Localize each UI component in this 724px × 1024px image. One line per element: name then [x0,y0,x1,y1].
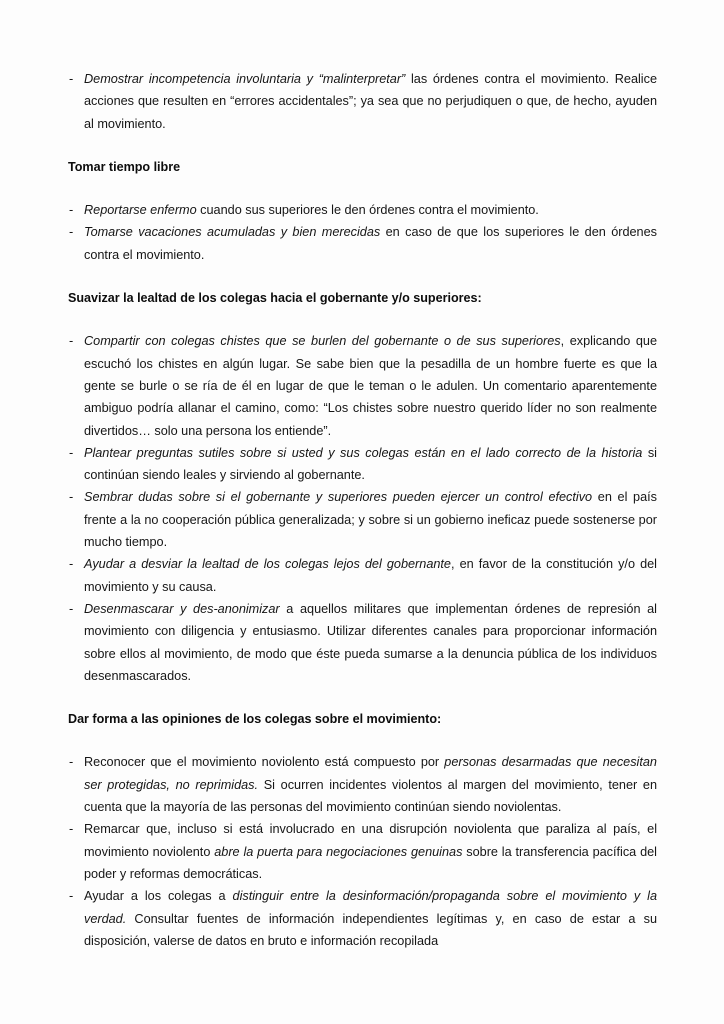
tomar-tiempo-libre-bullet-list [68,199,657,266]
bullet-dash-marker: - [69,490,74,505]
text-run: en el país frente a la no cooperación pública generalizada; y sobre si un gobierno ineficaz puede sostenerse por mucho tiempo. [84,490,657,550]
emphasis-run: Tomarse vacaciones acumuladas y bien merecidas [84,225,381,240]
bullet-dash-marker: - [69,601,74,616]
emphasis-run: Plantear preguntas sutiles sobre si usted y sus colegas están en el lado correcto de la historia [84,445,643,460]
bullet-dash-marker: - [69,72,74,86]
text-run: sobre la transferencia pacífica del poder y reformas democráticas. [84,844,657,881]
vertical-spacer [68,687,657,708]
text-run: a aquellos militares que implementan órdenes de represión al movimiento con diligencia y entusiasmo. Utilizar diferentes canales para proporcionar información sobre ellos al movimiento, de modo que éste pueda sumarse a la denuncia pública de los individuos desenmascarados. [84,601,657,683]
bullet-item [68,221,657,266]
emphasis-run: Compartir con colegas chistes que se burlen del gobernante o de sus superiores [84,334,561,349]
text-run: si continúan siendo leales y sirviendo al gobernante. [84,445,657,483]
bullet-dash-marker: - [69,755,74,770]
heading-suavizar-lealtad: Suavizar la lealtad de los colegas hacia el gobernante y/o superiores: [68,291,482,306]
bullet-text [84,553,657,598]
bullet-dash-marker: - [69,334,74,349]
bullet-dash-marker: - [69,225,74,240]
bullet-dash-marker: - [69,822,74,837]
vertical-spacer [68,309,657,330]
heading-dar-forma-opiniones: Dar forma a las opiniones de los colegas sobre el movimiento: [68,712,442,727]
text-run: Consultar fuentes de información independientes legítimas y, en caso de estar a su disposición, valerse de datos en bruto e información recopilada [84,911,657,948]
emphasis-run: Ayudar a desviar la lealtad de los colegas lejos del gobernante [84,557,451,572]
emphasis-run: Demostrar incompetencia involuntaria y “malinterpretar” [84,72,406,86]
text-run: Reconocer que el movimiento noviolento está compuesto por [84,755,445,770]
text-run: en caso de que los superiores le den órdenes contra el movimiento. [84,225,657,262]
vertical-spacer [68,135,657,156]
text-run: las órdenes contra el movimiento. Realice acciones que resulten en “errores accidentales”; ya sea que no perjudiquen o que, de hecho, ayuden al movimiento. [84,72,657,131]
vertical-spacer [68,178,657,199]
emphasis-run: personas desarmadas que necesitan ser protegidas, no reprimidas. [84,755,657,792]
bullet-text [84,598,657,687]
bullet-dash-marker: - [69,889,74,904]
heading-tomar-tiempo-libre: Tomar tiempo libre [68,159,181,174]
vertical-spacer [68,730,657,751]
bullet-item [68,553,657,598]
text-run: , en favor de la constitución y/o del movimiento y su causa. [84,557,657,594]
bullet-item [68,486,657,553]
bullet-text [84,486,657,553]
text-run: Si ocurren incidentes violentos al margen del movimiento, tener en cuenta que la mayoría de las personas del movimiento continúan siendo noviolentas. [84,777,657,815]
text-run: Ayudar a los colegas a [84,889,233,904]
text-run: , explicando que escuchó los chistes en algún lugar. Se sabe bien que la pesadilla de un hombre fuerte es que la gente se burle o se ría de él en lugar de que le teman o le adulen. Un comentario aparentemente ambiguo podría allanar el camino, como: “Los chistes sobre nuestro querido líder no son realmente divertidos… solo una persona los entiende”. [84,334,657,438]
emphasis-run: distinguir entre la desinformación/propaganda sobre el movimiento y la verdad. [84,889,657,926]
bullet-item [68,199,657,221]
bullet-dash-marker: - [69,557,74,572]
emphasis-run: Desenmascarar y des-anonimizar [84,601,280,616]
bullet-text [84,885,657,952]
bullet-dash-marker: - [69,203,74,218]
bullet-item [68,68,657,135]
bullet-dash-marker: - [69,445,74,460]
vertical-spacer [68,266,657,287]
bullet-item [68,598,657,687]
bullet-text [84,442,657,487]
document-text-column [68,68,657,973]
bullet-item [68,885,657,952]
bullet-item [68,330,657,441]
vertical-spacer [68,952,657,973]
bullet-text [84,199,657,221]
bullet-text [84,68,657,135]
emphasis-run: abre la puerta para negociaciones genuinas [214,844,463,859]
emphasis-run: Sembrar dudas sobre si el gobernante y superiores pueden ejercer un control efectivo [84,490,593,505]
text-run: cuando sus superiores le den órdenes contra el movimiento. [196,203,539,218]
intro-bullet-list [68,68,657,135]
bullet-item [68,818,657,885]
bullet-text [84,818,657,885]
bullet-item [68,751,657,818]
emphasis-run: Reportarse enfermo [84,203,197,218]
suavizar-lealtad-bullet-list [68,330,657,687]
dar-forma-opiniones-bullet-list [68,751,657,952]
bullet-text [84,751,657,818]
bullet-text [84,221,657,266]
text-run: Remarcar que, incluso si está involucrado en una disrupción noviolenta que paraliza al país, el movimiento noviolento [84,822,657,859]
bullet-item [68,442,657,487]
bullet-text [84,330,657,441]
